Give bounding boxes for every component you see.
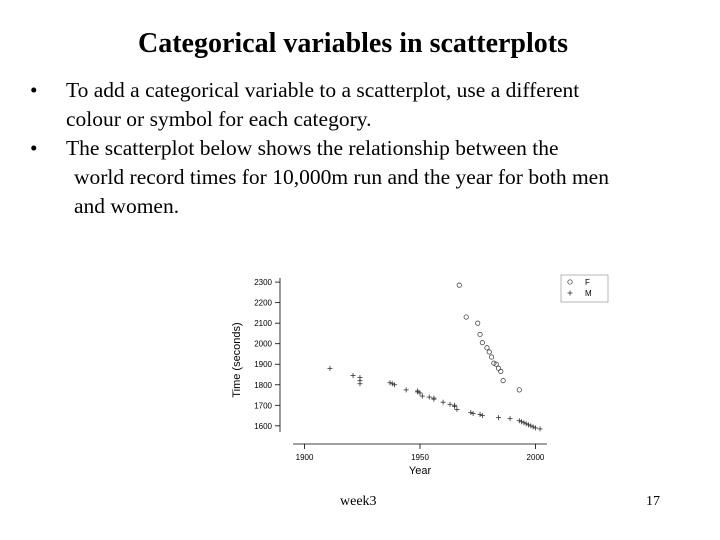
bullet-2-line-2: world record times for 10,000m run and the year for both men [74, 165, 609, 189]
point-m [351, 373, 356, 378]
point-f [487, 350, 491, 354]
y-tick-label: 1900 [254, 360, 272, 370]
chart-axes [280, 278, 547, 444]
slide-title: Categorical variables in scatterplots [137, 28, 569, 59]
point-m [471, 411, 476, 416]
legend-label-m: M [585, 289, 592, 298]
point-f [457, 283, 461, 287]
x-axis-label: Year [408, 465, 432, 477]
legend-marker-m [568, 291, 573, 296]
footer-label: week3 [340, 494, 377, 509]
point-m [448, 402, 453, 407]
point-f [517, 388, 521, 392]
legend-marker-f [568, 280, 572, 284]
data-points [327, 283, 542, 431]
y-tick-label: 1600 [254, 421, 272, 431]
point-m [468, 410, 473, 415]
point-f [496, 366, 500, 370]
y-axis-label: Time (seconds) [231, 322, 243, 398]
point-m [480, 413, 485, 418]
y-tick-label: 1700 [254, 401, 272, 411]
point-m [404, 387, 409, 392]
bullet-item-2 [30, 134, 690, 221]
point-m [538, 426, 543, 431]
x-tick-label: 1950 [411, 453, 429, 462]
point-m [528, 423, 533, 428]
point-m [531, 424, 536, 429]
point-f [499, 369, 503, 373]
point-m [420, 394, 425, 399]
point-m [454, 407, 459, 412]
point-m [508, 416, 513, 421]
bullet-item-1 [30, 76, 690, 134]
bullet-list [30, 76, 690, 221]
y-tick-label: 2100 [254, 319, 272, 329]
legend-items [568, 278, 593, 298]
point-m [390, 381, 395, 386]
scatterplot-chart [228, 268, 618, 483]
point-f [464, 315, 468, 319]
point-m [521, 420, 526, 425]
y-tick-group [254, 278, 280, 431]
y-tick-label: 1800 [254, 380, 272, 390]
point-m [387, 380, 392, 385]
legend-label-f: F [585, 278, 590, 287]
point-f [476, 321, 480, 325]
x-tick-group [296, 444, 545, 462]
point-m [431, 397, 436, 402]
x-tick-label: 2000 [526, 453, 545, 462]
point-m [357, 381, 362, 386]
bullet-marker: • [30, 78, 38, 102]
y-tick-label: 2000 [254, 339, 272, 349]
point-m [415, 389, 420, 394]
point-m [524, 421, 529, 426]
point-f [478, 332, 482, 336]
y-tick-label: 2300 [254, 278, 272, 288]
point-m [517, 418, 522, 423]
point-f [485, 346, 489, 350]
bullet-1-line-2: colour or symbol for each category. [66, 107, 372, 131]
point-m [478, 412, 483, 417]
point-m [496, 415, 501, 420]
point-m [526, 422, 531, 427]
point-f [480, 340, 484, 344]
y-tick-label: 2200 [254, 298, 272, 308]
point-f [501, 378, 505, 382]
point-m [519, 419, 524, 424]
point-f [489, 355, 493, 359]
point-m [427, 395, 432, 400]
legend [561, 275, 608, 302]
bullet-1-line-1: To add a categorical variable to a scatterplot, use a different [66, 78, 580, 102]
point-m [327, 366, 332, 371]
x-tick-label: 1900 [295, 453, 314, 462]
point-m [441, 400, 446, 405]
point-m [452, 404, 457, 409]
point-m [392, 382, 397, 387]
page-number: 17 [646, 494, 660, 509]
point-m [533, 425, 538, 430]
bullet-2-line-3: and women. [74, 194, 180, 218]
bullet-marker: • [30, 136, 38, 160]
bullet-2-line-1: The scatterplot below shows the relationship between the [66, 136, 559, 160]
